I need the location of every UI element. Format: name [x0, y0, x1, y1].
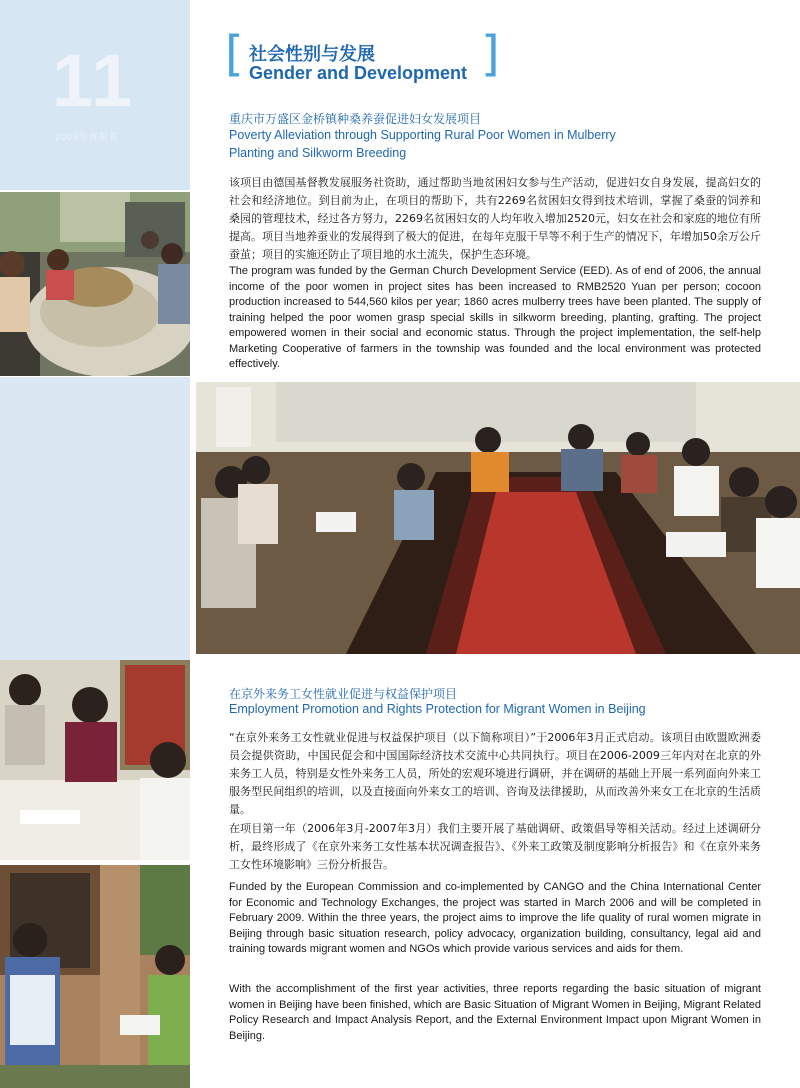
section-title-en: Gender and Development [249, 63, 468, 83]
project1-title-en-line2: Planting and Silkworm Breeding [229, 146, 407, 160]
project2-body-en-1: Funded by the European Commission and co-implemented by CANGO and the China International Center for Economic and Technology Exchanges, the project was started in March 2006 and will be completed in February 2009. Within the three years, the project aims to improve the life quality of rural women migrate in Beijing through basic situation research, policy advocacy, organization building, consultancy, legal aid and training towards migrant women and NGOs which provide various services and aids for them. [229, 881, 761, 955]
project1-title-en [229, 126, 769, 162]
project1-body-zh: 该项目由德国基督教发展服务社资助，通过帮助当地贫困妇女参与生产活动，促进妇女自身发展，提高妇女的社会和经济地位。到目前为止，在项目的帮助下，共有2269名贫困妇女得到技术培训，掌握了桑蚕的饲养和桑园的管理技术，经过各方努力，2269名贫困妇女的人均年收入增加2520元，妇女在社会和家庭的地位有所提高。项目当地养蚕业的发展得到了极大的促进，在每年克服干旱等不利于生产的情况下，年增加50余万公斤蚕茧；项目的实施还防止了项目地的水土流失，保护生态环境。 [229, 176, 761, 261]
section-title-zh: 社会性别与发展 [249, 44, 375, 65]
project1-title-en-line1: Poverty Alleviation through Supporting Rural Poor Women in Mulberry [229, 128, 616, 142]
decorative-blue-panel [0, 377, 190, 660]
project2-title-en: Employment Promotion and Rights Protection for Migrant Women in Beijing [229, 702, 646, 716]
project2-title-zh: 在京外来务工女性就业促进与权益保护项目 [229, 687, 458, 701]
project1-body-en: The program was funded by the German Church Development Service (EED). As of end of 2006, the annual income of the poor women in project sites has been increased to RMB2520 Yuan per person; cocoon production increased to 544,560 kilos per year; 1860 acres mulberry trees have been planted. The supply of training helped the poor women grasp special skills in silkworm breeding, planting, grafting. The project empowered women in their social and economic status. Through the project implementation, the self-help Marketing Cooperative of farmers in the township was founded and the local environment was protected effectively. [229, 265, 761, 370]
project2-body-zh-1: “在京外来务工女性就业促进与权益保护项目（以下简称项目）”于2006年3月正式启动。该项目由欧盟欧洲委员会提供资助，中国民促会和中国国际经济技术交流中心共同执行。项目在2006-2009三年内对在北京的外来务工人员，特别是女性外来务工人员，所处的宏观环境进行调研，并在调研的基础上开展一系列面向外来工服务型民间组织的培训，以及直接面向外来女工的培训、咨询及法律援助，从而改善外来女工在北京的生活质量。 [229, 731, 761, 816]
project2-body-zh-2: 在项目第一年（2006年3月-2007年3月）我们主要开展了基础调研、政策倡导等相关活动。经过上述调研分析，最终形成了《在京外来务工女性基本状况调查报告》、《外来工政策及制度影响分析报告》和《在京外来务工女性环境影响》三份分析报告。 [229, 822, 761, 871]
project1-title-zh: 重庆市万盛区金桥镇种桑养蚕促进妇女发展项目 [229, 112, 482, 126]
photo-courtyard-women [0, 865, 190, 1088]
left-bracket-icon: [ [225, 26, 244, 82]
photo-office-women [0, 660, 190, 860]
photo-meeting-room [196, 382, 800, 654]
report-label: 2006年度报告 [55, 132, 120, 142]
page-number: 11 [52, 39, 135, 122]
right-bracket-icon: ] [481, 26, 500, 82]
project2-body-en-2: With the accomplishment of the first year activities, three reports regarding the basic situation of migrant women in Beijing have been finished, which are Basic Situation of Migrant Women in Beijing, Migrant Related Policy Research and Impact Analysis Report, and the External Environment Impact upon Migrant Women in Beijing. [229, 983, 761, 1042]
photo-silkworm-women [0, 192, 190, 376]
